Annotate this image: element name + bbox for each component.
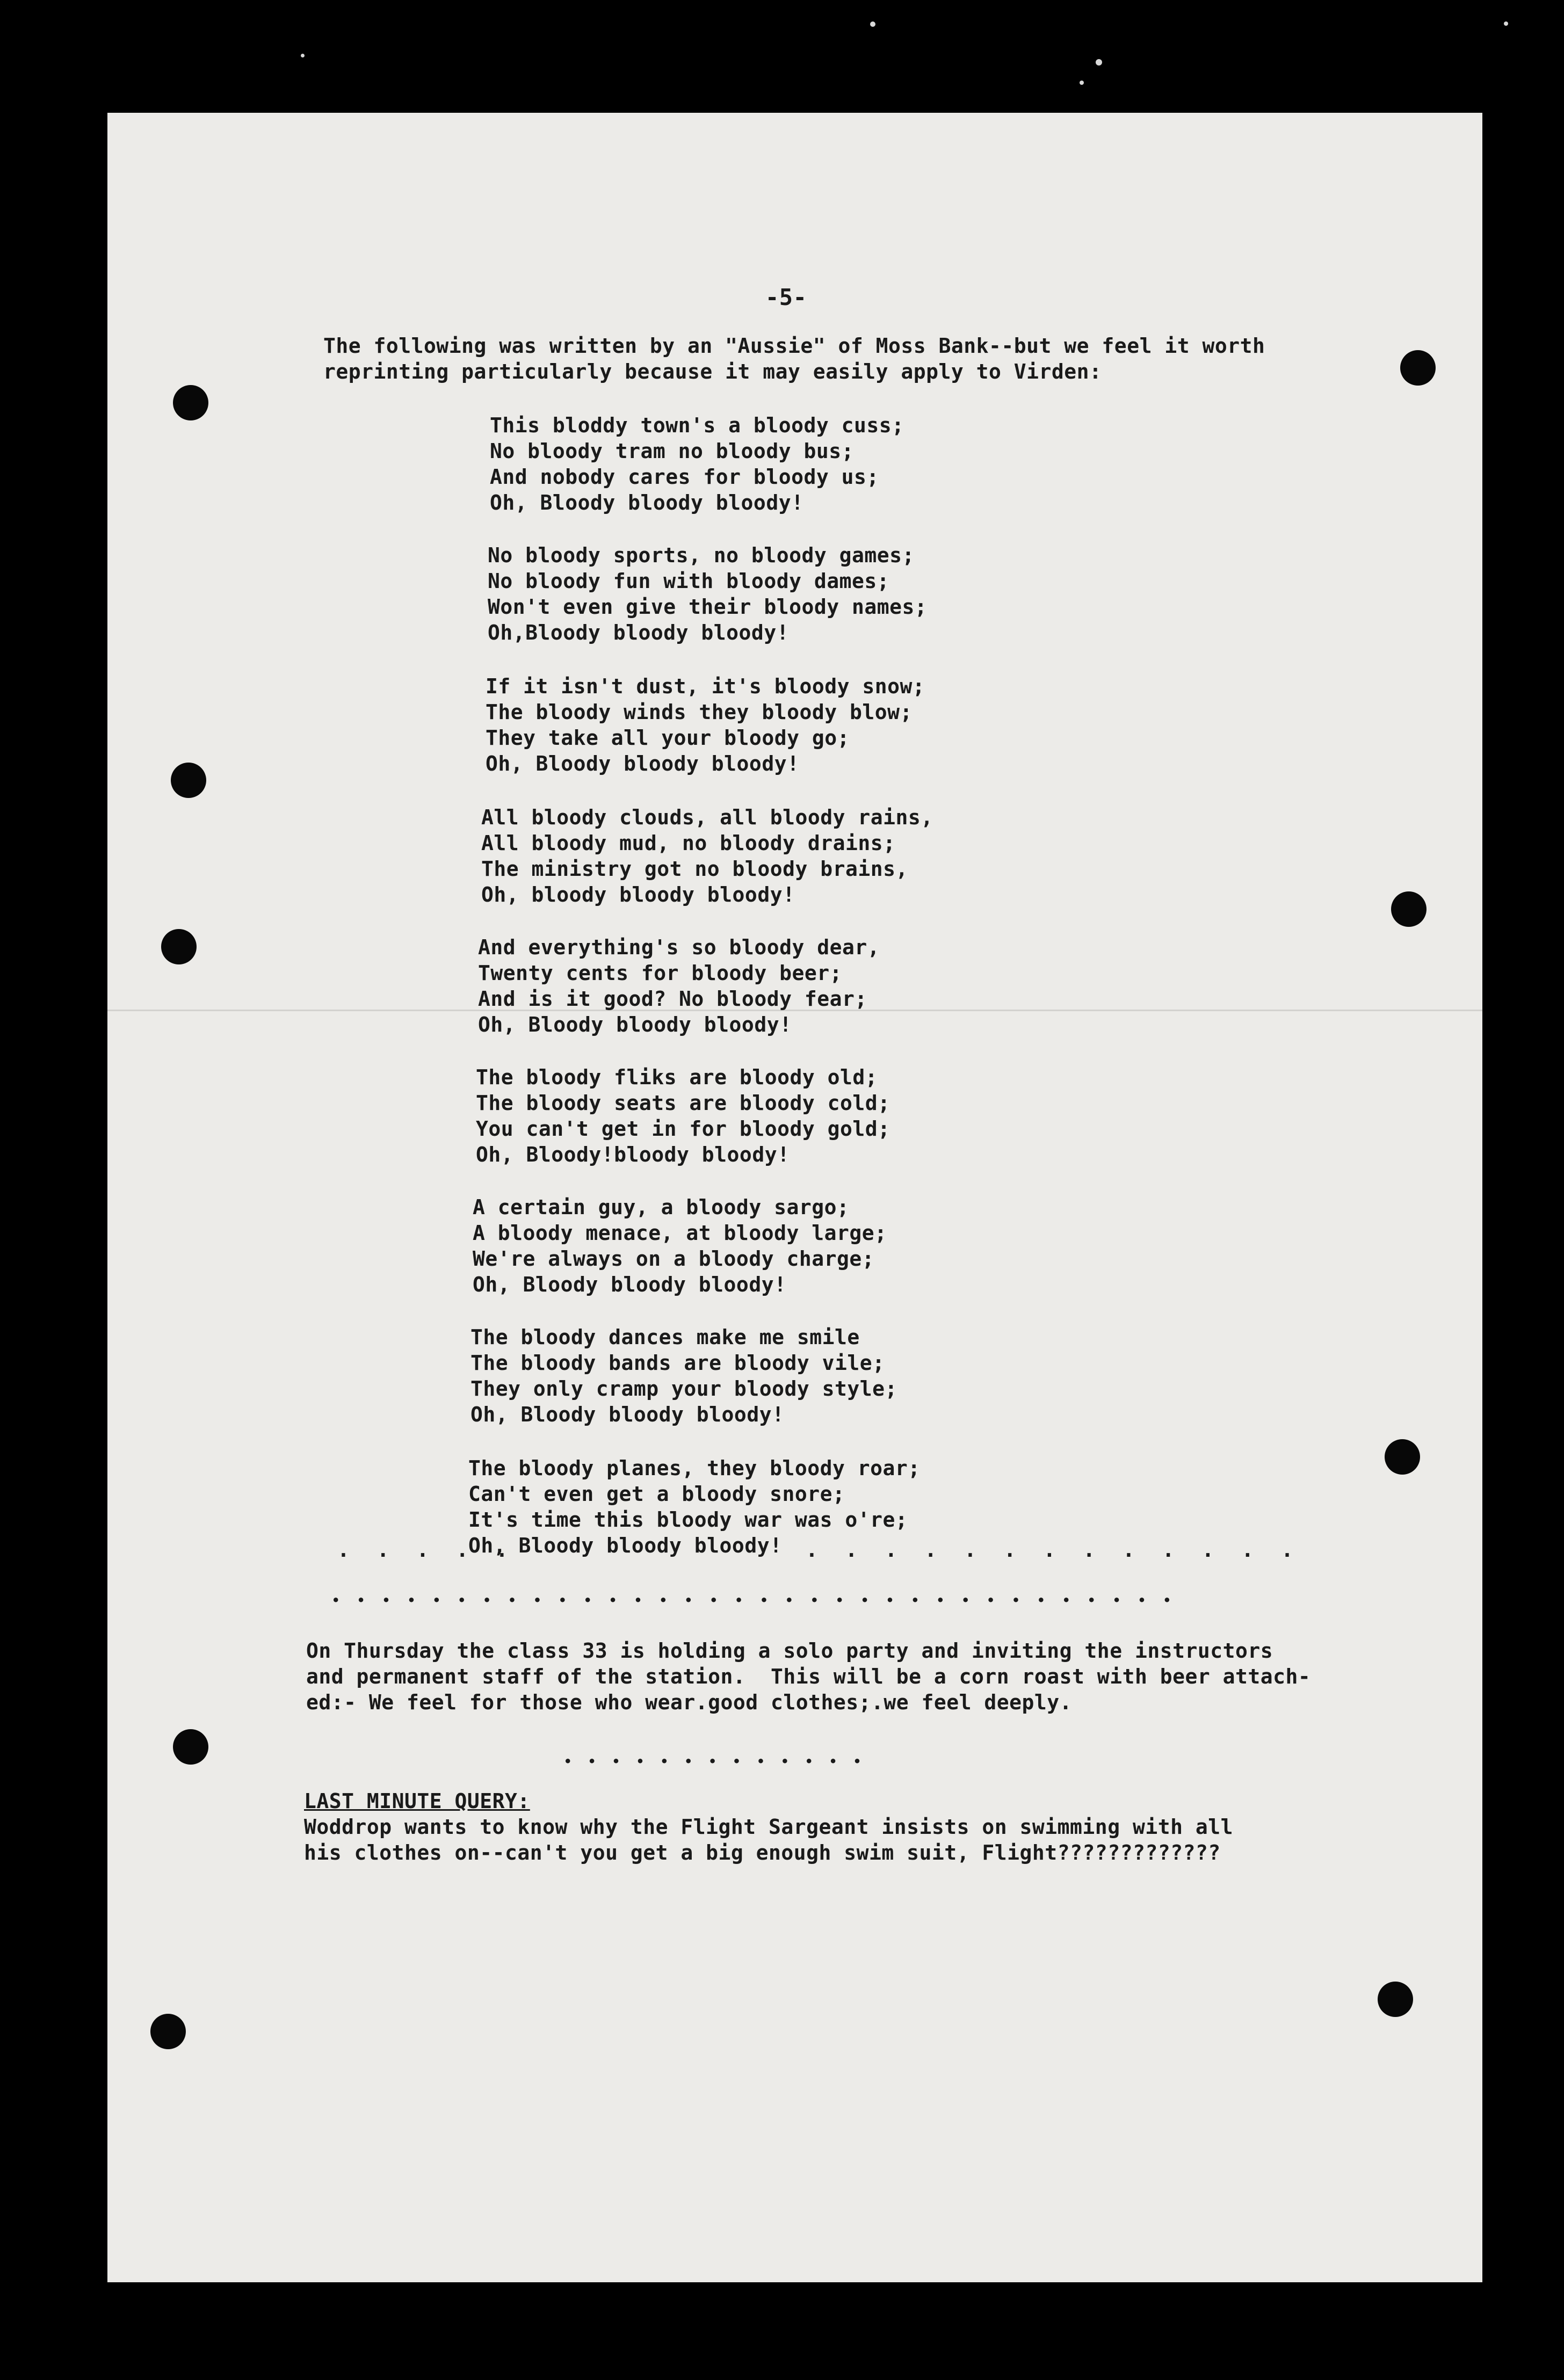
poem-line: The bloody fliks are bloody old; xyxy=(476,1065,878,1089)
punch-hole-left-4 xyxy=(173,1729,208,1765)
poem-line: Twenty cents for bloody beer; xyxy=(478,961,842,985)
poem-line: And nobody cares for bloody us; xyxy=(490,465,879,489)
intro-line-2: reprinting particularly because it may easily apply to Virden: xyxy=(323,360,1102,383)
punch-hole-right-3 xyxy=(1385,1439,1420,1475)
page-number: -5- xyxy=(765,284,807,310)
poem-line: Can't even get a bloody snore; xyxy=(468,1482,845,1506)
poem-line: And everything's so bloody dear, xyxy=(478,935,880,959)
poem-line: Oh, Bloody bloody bloody! xyxy=(478,1013,792,1036)
poem-end-dots-left: . . . . . xyxy=(337,1538,516,1562)
poem-line: No bloody sports, no bloody games; xyxy=(488,543,915,567)
poem-line: Won't even give their bloody names; xyxy=(488,595,928,619)
poem-line: The bloody seats are bloody cold; xyxy=(476,1091,890,1115)
poem-line: A certain guy, a bloody sargo; xyxy=(473,1195,850,1219)
punch-hole-left-2 xyxy=(171,763,206,798)
poem-line: You can't get in for bloody gold; xyxy=(476,1117,890,1141)
separator-dots-1: • • • • • • • • • • • • • • • • • • • • • • • • • • • • • • • • • • xyxy=(332,1593,1176,1608)
party-notice-line-3: ed:- We feel for those who wear.good clothes;.we feel deeply. xyxy=(306,1690,1073,1714)
poem-line: The bloody planes, they bloody roar; xyxy=(468,1456,921,1480)
query-line-1: Woddrop wants to know why the Flight Sargeant insists on swimming with all xyxy=(304,1815,1233,1839)
intro-line-1: The following was written by an "Aussie" of Moss Bank--but we feel it worth xyxy=(323,334,1265,358)
poem-line: We're always on a bloody charge; xyxy=(473,1247,875,1271)
poem-line: Oh,Bloody bloody bloody! xyxy=(488,621,790,644)
film-speck xyxy=(301,54,305,57)
poem-line: It's time this bloody war was o're; xyxy=(468,1508,908,1532)
poem-line: And is it good? No bloody fear; xyxy=(478,987,867,1011)
punch-hole-right-4 xyxy=(1378,1982,1413,2017)
film-speck xyxy=(1080,81,1084,85)
punch-hole-left-3 xyxy=(161,929,197,964)
film-speck xyxy=(1096,59,1102,66)
poem-line: This bloddy town's a bloody cuss; xyxy=(490,413,904,437)
poem-line: The ministry got no bloody brains, xyxy=(481,857,908,881)
poem-line: Oh, Bloody bloody bloody! xyxy=(486,752,800,775)
poem-line: If it isn't dust, it's bloody snow; xyxy=(486,674,925,698)
query-heading: LAST MINUTE QUERY: xyxy=(304,1789,530,1813)
poem-line: Oh, Bloody!bloody bloody! xyxy=(476,1143,790,1166)
poem-line: Oh, Bloody bloody bloody! xyxy=(468,1534,783,1557)
poem-line: They only cramp your bloody style; xyxy=(470,1377,897,1401)
poem-line: A bloody menace, at bloody large; xyxy=(473,1221,887,1245)
punch-hole-right-1 xyxy=(1400,350,1436,386)
punch-hole-left-1 xyxy=(173,385,208,420)
poem-line: Oh, Bloody bloody bloody! xyxy=(473,1273,787,1296)
party-notice-line-1: On Thursday the class 33 is holding a solo party and inviting the instructors xyxy=(306,1639,1273,1663)
film-speck xyxy=(1504,21,1508,26)
poem-line: The bloody dances make me smile xyxy=(470,1325,860,1349)
poem-line: All bloody clouds, all bloody rains, xyxy=(481,806,933,829)
poem-line: Oh, bloody bloody bloody! xyxy=(481,883,795,906)
poem-line: They take all your bloody go; xyxy=(486,726,850,750)
punch-hole-right-2 xyxy=(1391,891,1427,927)
poem-line: No bloody tram no bloody bus; xyxy=(490,439,854,463)
poem-line: Oh, Bloody bloody bloody! xyxy=(470,1403,785,1426)
separator-dots-2: • • • • • • • • • • • • • xyxy=(564,1754,866,1769)
query-line-2: his clothes on--can't you get a big enough swim suit, Flight????????????? xyxy=(304,1841,1221,1864)
poem-line: No bloody fun with bloody dames; xyxy=(488,569,890,593)
poem-line: The bloody bands are bloody vile; xyxy=(470,1351,885,1375)
poem-line: All bloody mud, no bloody drains; xyxy=(481,831,896,855)
poem-line: The bloody winds they bloody blow; xyxy=(486,700,913,724)
poem-line: Oh, Bloody bloody bloody! xyxy=(490,491,804,514)
punch-hole-left-5 xyxy=(150,2014,186,2049)
film-speck xyxy=(870,21,875,27)
party-notice-line-2: and permanent staff of the station. This will be a corn roast with beer attach- xyxy=(306,1665,1311,1688)
poem-end-dots-right: . . . . . . . . . . . . . xyxy=(806,1538,1301,1562)
